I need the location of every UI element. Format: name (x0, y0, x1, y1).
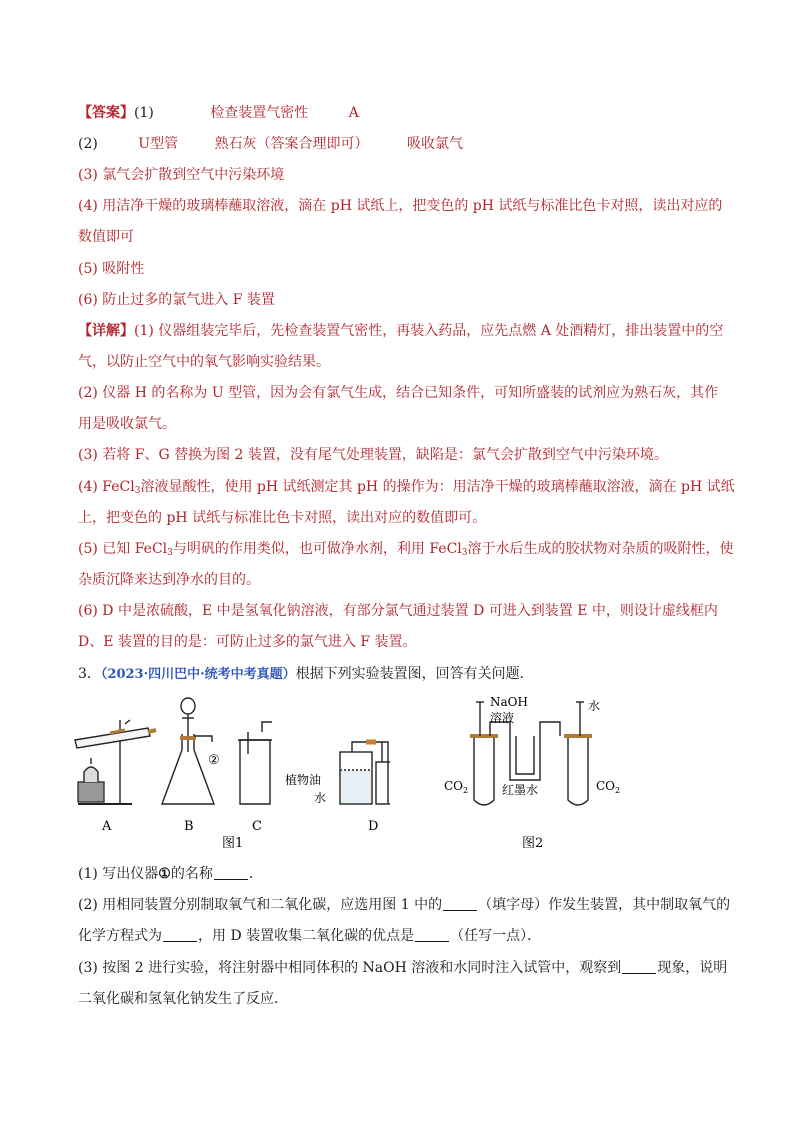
sub-question-1: (1) 写出仪器①的名称 ． (78, 866, 263, 882)
question-source: （2023·四川巴中·统考中考真题） (100, 667, 296, 682)
answer-tag: 【答案】 (78, 105, 134, 121)
marker-2: ② (208, 753, 220, 768)
detail-1-line1: 【详解】(1) 仪器组装完毕后，先检查装置气密性，再装入药品，应先点燃 A 处酒精灯，排出装置中的空 (78, 323, 724, 339)
label-oil: 植物油 (285, 773, 322, 787)
answer-6: (6) 防止过多的氯气进入 F 装置 (78, 292, 275, 308)
detail-5-line1: (5) 已知 FeCl$_3$与明矾的作用类似，也可做净水剂，利用 FeCl$_3$溶于水后生成的胶状物对杂质的吸附性，使 (78, 541, 734, 558)
question-3-stem: 3．（2023·四川巴中·统考中考真题）根据下列实验装置图，回答有关问题． (78, 666, 534, 682)
sub-question-3-line2: 二氧化碳和氢氧化钠发生了反应． (78, 991, 288, 1007)
figure-2 (440, 692, 640, 852)
detail-6-line2: D、E 装置的目的是：可防止过多的氯气进入 F 装置。 (78, 634, 417, 650)
figure-1-caption: 图1 (222, 836, 244, 851)
detail-4-line2: 上，把变色的 pH 试纸与标准比色卡对照，读出对应的数值即可。 (78, 510, 487, 526)
answer-2c: 吸收氯气 (407, 136, 464, 152)
detail-1-line2: 气，以防止空气中的氧气影响实验结果。 (78, 354, 330, 370)
detail-tag: 【详解】 (78, 323, 134, 339)
label-naoh: NaOH (490, 695, 528, 709)
detail-5-line2: 杂质沉降来达到净水的目的。 (78, 572, 260, 588)
answer-3: (3) 氯气会扩散到空气中污染环境 (78, 167, 285, 183)
answer-2b: 熟石灰（答案合理即可） (214, 136, 369, 152)
answer-2a: U型管 (138, 136, 179, 152)
label-a: A (102, 819, 112, 834)
label-b: B (184, 819, 194, 834)
sub-question-3-line1: (3) 按图 2 进行实验，将注射器中相同体积的 NaOH 溶液和水同时注入试管中，观察到 现象，说明 (78, 960, 728, 976)
detail-2-line2: 用是吸收氯气。 (78, 416, 176, 432)
figure-2-caption: 图2 (522, 836, 544, 851)
detail-4-line1: (4) FeCl$_3$溶液显酸性，使用 pH 试纸测定其 pH 的操作为：用洁净干燥的玻璃棒蘸取溶液，滴在 pH 试纸 (78, 479, 735, 496)
label-water: 水 (314, 791, 327, 805)
label-d: D (368, 819, 379, 834)
answer-blank-5[interactable] (622, 961, 656, 974)
apparatus-c (238, 722, 272, 804)
detail-2-line1: (2) 仪器 H 的名称为 U 型管，因为会有氯气生成，结合已知条件，可知所盛装的试剂应为熟石灰，其作 (78, 385, 719, 401)
answer-1a: 检查装置气密性 (210, 105, 309, 121)
label-red-ink: 红墨水 (502, 783, 539, 797)
apparatus-b (162, 698, 214, 804)
question-number: 3． (78, 666, 101, 682)
detail-6-line1: (6) D 中是浓硫酸，E 中是氢氧化钠溶液，有部分氯气通过装置 D 可进入到装置 E 中，则设计虚线框内 (78, 603, 718, 619)
apparatus-d (340, 742, 390, 804)
answer-blank-4[interactable] (415, 929, 449, 942)
apparatus-a (75, 720, 156, 804)
detail-3: (3) 若将 F、G 替换为图 2 装置，没有尾气处理装置，缺陷是：氯气会扩散到空气中污染环境。 (78, 447, 668, 463)
sub-question-2-line2: 化学方程式为 ，用 D 装置收集二氧化碳的优点是 （任写一点）． (78, 928, 542, 944)
instrument-marker: ① (158, 866, 171, 882)
answer-4-line1: (4) 用洁净干燥的玻璃棒蘸取溶液，滴在 pH 试纸上，把变色的 pH 试纸与标准比色卡对照，读出对应的 (78, 198, 723, 214)
answer-line-2: (2) U型管 熟石灰（答案合理即可） 吸收氯气 (78, 136, 464, 152)
sub-question-2-line1: (2) 用相同装置分别制取氧气和二氧化碳，应选用图 1 中的 （填字母）作发生装置，其中制取氧气的 (78, 897, 731, 913)
label-c: C (252, 819, 262, 834)
answer-5: (5) 吸附性 (78, 261, 145, 277)
figure-1 (70, 692, 390, 852)
label-solution: 溶液 (490, 711, 515, 725)
answer-1b: A (348, 105, 359, 121)
answer-blank-1[interactable] (214, 867, 248, 880)
answer-4-line2: 数值即可 (78, 229, 134, 245)
answer-blank-2[interactable] (443, 898, 477, 911)
answer-blank-3[interactable] (163, 929, 197, 942)
answer-line-1: 【答案】(1) 检查装置气密性 A (78, 105, 359, 121)
label-co2-left: $CO_2$ (444, 779, 469, 795)
label-water-2: 水 (588, 699, 601, 713)
label-co2-right: $CO_2$ (596, 779, 621, 795)
